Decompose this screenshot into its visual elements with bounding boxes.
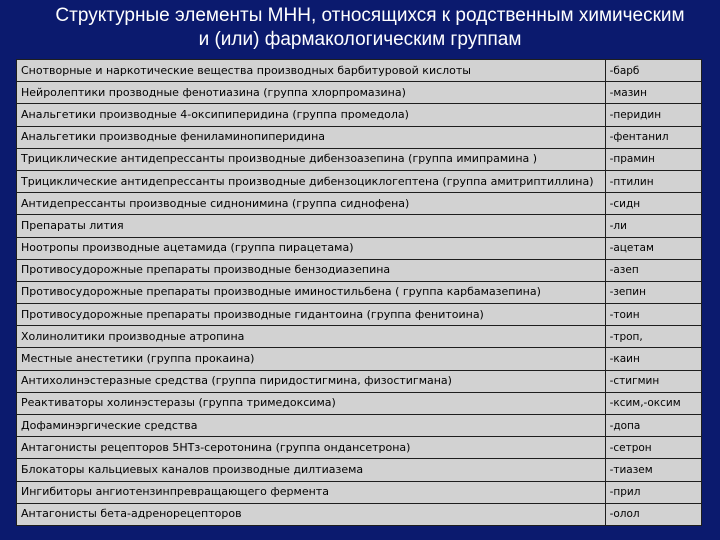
group-name-cell: Анальгетики производные 4-оксипиперидина (группа промедола) — [17, 104, 606, 126]
group-name-cell: Нейролептики прозводные фенотиазина (группа хлорпромазина) — [17, 82, 606, 104]
group-name-cell: Антагонисты рецепторов 5НТз-серотонина (группа ондансетрона) — [17, 437, 606, 459]
stem-cell: -сетрон — [605, 437, 701, 459]
table-row — [17, 60, 702, 82]
group-name-cell: Реактиваторы холинэстеразы (группа тримедоксима) — [17, 392, 606, 414]
table-body — [17, 60, 702, 526]
group-name-cell: Трициклические антидепрессанты производные дибензоциклогептена (группа амитриптиллина) — [17, 170, 606, 192]
table-row — [17, 503, 702, 525]
stem-cell: -мазин — [605, 82, 701, 104]
stem-cell: -прил — [605, 481, 701, 503]
stem-cell: -ли — [605, 215, 701, 237]
title-line-1: Структурные элементы МНН, относящихся к родственным химическим — [55, 5, 685, 26]
group-name-cell: Блокаторы кальциевых каналов производные дилтиазема — [17, 459, 606, 481]
table-row — [17, 481, 702, 503]
group-name-cell: Ингибиторы ангиотензинпревращающего фермента — [17, 481, 606, 503]
table-row — [17, 237, 702, 259]
stem-cell: -зепин — [605, 281, 701, 303]
stem-cell: -прамин — [605, 148, 701, 170]
table-row — [17, 126, 702, 148]
stem-cell: -стигмин — [605, 370, 701, 392]
table-row — [17, 170, 702, 192]
stem-cell: -троп, — [605, 326, 701, 348]
stem-cell: -допа — [605, 415, 701, 437]
group-name-cell: Анальгетики производные фениламинопиперидина — [17, 126, 606, 148]
stem-cell: -фентанил — [605, 126, 701, 148]
group-name-cell: Противосудорожные препараты производные иминостильбена ( группа карбамазепина) — [17, 281, 606, 303]
group-name-cell: Антидепрессанты производные сиднонимина (группа сиднофена) — [17, 193, 606, 215]
group-name-cell: Антихолинэстеразные средства (группа пиридостигмина, физостигмана) — [17, 370, 606, 392]
group-name-cell: Снотворные и наркотические вещества производных барбитуровой кислоты — [17, 60, 606, 82]
table-row — [17, 392, 702, 414]
table-row — [17, 437, 702, 459]
table-row — [17, 459, 702, 481]
group-name-cell: Противосудорожные препараты производные бензодиазепина — [17, 259, 606, 281]
table-row — [17, 104, 702, 126]
table-row — [17, 370, 702, 392]
drug-stem-table — [16, 59, 702, 526]
stem-cell: -ксим,-оксим — [605, 392, 701, 414]
stem-cell: -птилин — [605, 170, 701, 192]
stem-cell: -ацетам — [605, 237, 701, 259]
slide-title — [0, 4, 720, 52]
group-name-cell: Трициклические антидепрессанты производные дибензоазепина (группа имипрамина ) — [17, 148, 606, 170]
table-row — [17, 348, 702, 370]
group-name-cell: Антагонисты бета-адренорецепторов — [17, 503, 606, 525]
group-name-cell: Противосудорожные препараты производные гидантоина (группа фенитоина) — [17, 304, 606, 326]
stem-cell: -олол — [605, 503, 701, 525]
stem-cell: -сидн — [605, 193, 701, 215]
table-row — [17, 326, 702, 348]
stem-cell: -перидин — [605, 104, 701, 126]
title-line-2: и (или) фармакологическим группам — [198, 29, 522, 50]
table-row — [17, 415, 702, 437]
group-name-cell: Ноотропы производные ацетамида (группа пирацетама) — [17, 237, 606, 259]
group-name-cell: Дофаминэргические средства — [17, 415, 606, 437]
group-name-cell: Местные анестетики (группа прокаина) — [17, 348, 606, 370]
table-row — [17, 304, 702, 326]
stem-cell: -барб — [605, 60, 701, 82]
table-row — [17, 281, 702, 303]
table-row — [17, 82, 702, 104]
group-name-cell: Препараты лития — [17, 215, 606, 237]
table-row — [17, 193, 702, 215]
group-name-cell: Холинолитики производные атропина — [17, 326, 606, 348]
stem-cell: -каин — [605, 348, 701, 370]
table-row — [17, 259, 702, 281]
table-row — [17, 215, 702, 237]
stem-cell: -азеп — [605, 259, 701, 281]
table-row — [17, 148, 702, 170]
stem-cell: -тиазем — [605, 459, 701, 481]
stem-cell: -тоин — [605, 304, 701, 326]
